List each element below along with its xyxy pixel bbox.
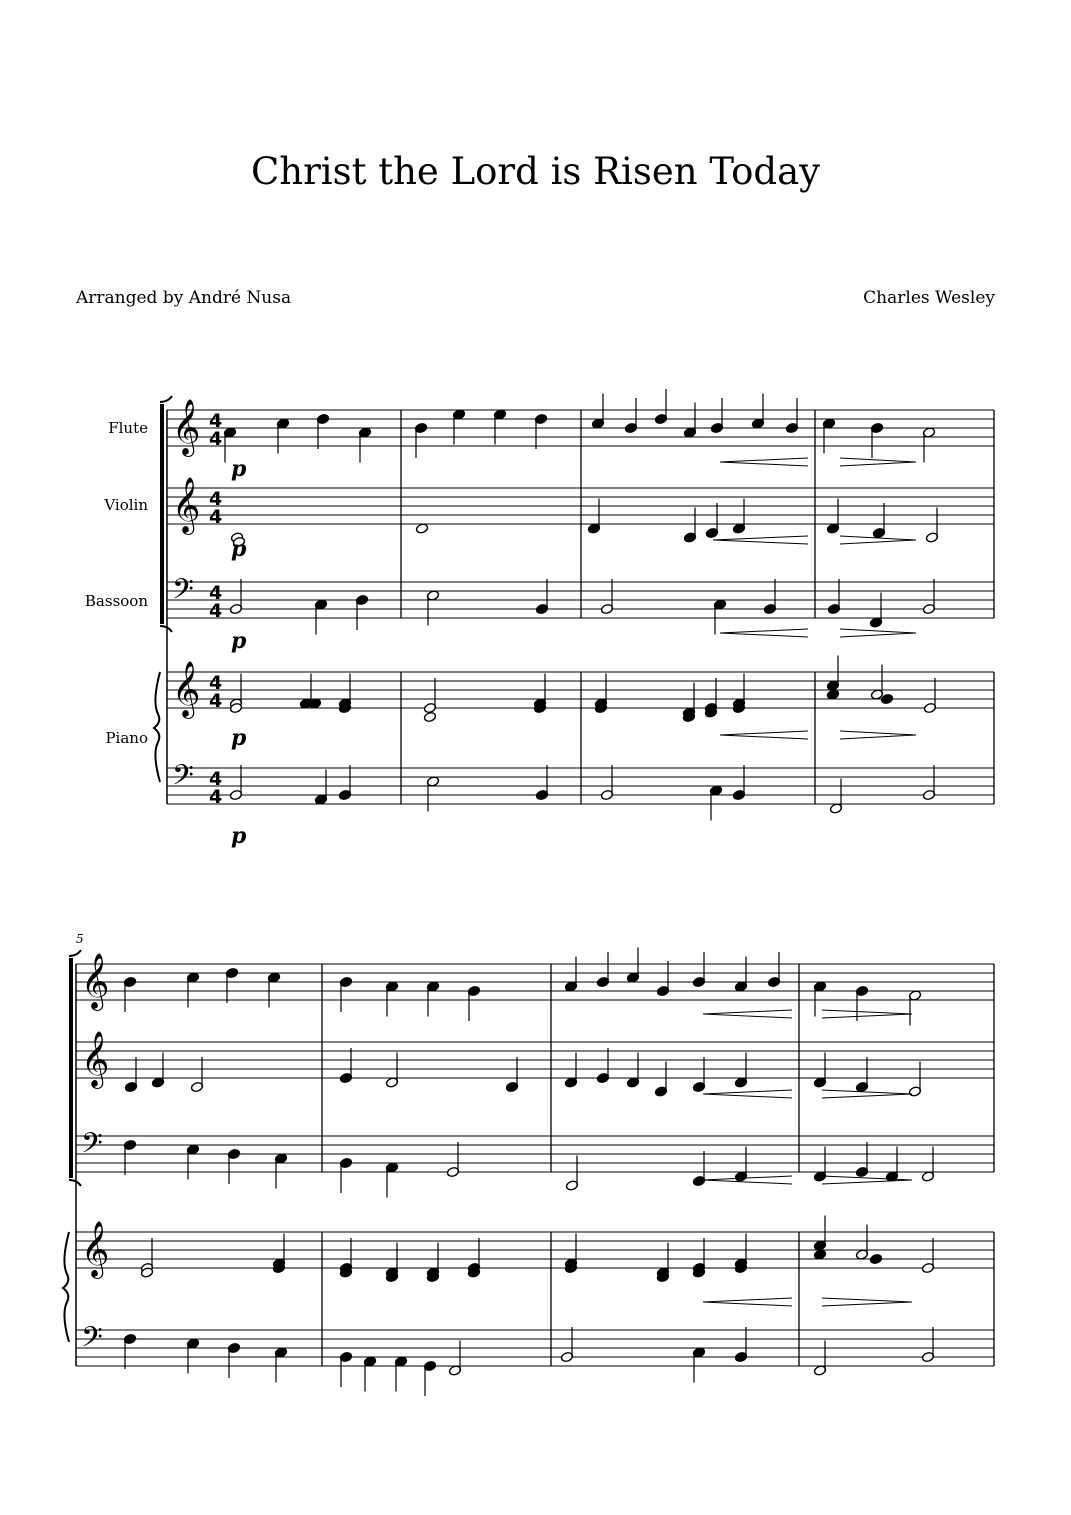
treble-clef: 𝄞 (172, 661, 201, 717)
note-head (415, 523, 428, 534)
crescendo-hairpin (703, 1010, 792, 1018)
time-signature-top: 4 (209, 488, 223, 510)
time-signature-top: 4 (209, 672, 223, 694)
bracket-hook (160, 626, 172, 632)
instrument-label-piano: Piano (105, 729, 148, 747)
decrescendo-hairpin (840, 458, 916, 466)
bass-clef: 𝄢 (172, 759, 194, 799)
piano-brace (63, 1232, 69, 1342)
time-signature-bottom: 4 (209, 786, 223, 808)
bass-clef: 𝄢 (81, 1127, 103, 1167)
staff-lines (76, 410, 994, 1366)
decrescendo-hairpin (822, 1010, 912, 1018)
note-head (423, 711, 436, 722)
decrescendo-hairpin (822, 1090, 912, 1098)
instrument-label-bassoon: Bassoon (84, 592, 148, 610)
hairpins (703, 458, 916, 1306)
time-signature-top: 4 (209, 410, 223, 432)
measure-number: 5 (76, 932, 84, 946)
time-signature-bottom: 4 (209, 690, 223, 712)
treble-clef: 𝄞 (172, 477, 201, 533)
treble-clef: 𝄞 (81, 953, 110, 1009)
decrescendo-hairpin (822, 1298, 912, 1306)
decrescendo-hairpin (822, 1176, 912, 1184)
treble-clef: 𝄞 (81, 1221, 110, 1277)
piano-brace (154, 672, 160, 782)
note-head (813, 1249, 826, 1260)
dynamic-mark: p (231, 823, 247, 849)
crescendo-hairpin (703, 1298, 792, 1306)
crescendo-hairpin (720, 731, 808, 739)
crescendo-hairpin (713, 536, 808, 544)
bass-clef: 𝄢 (172, 573, 194, 613)
score-title: Christ the Lord is Risen Today (250, 150, 821, 193)
crescendo-hairpin (720, 458, 808, 466)
dynamic-mark: p (231, 628, 247, 654)
treble-clef: 𝄞 (81, 1031, 110, 1087)
time-signature-top: 4 (209, 768, 223, 790)
time-signature-bottom: 4 (209, 428, 223, 450)
note-head (869, 1253, 882, 1264)
dynamic-mark: p (231, 725, 247, 751)
decrescendo-hairpin (840, 629, 916, 637)
time-signature-top: 4 (209, 582, 223, 604)
decrescendo-hairpin (840, 731, 916, 739)
arranger-credit: Arranged by André Nusa (76, 288, 292, 308)
bracket-hook (160, 396, 172, 402)
time-signature-bottom: 4 (209, 600, 223, 622)
composer-credit: Charles Wesley (863, 288, 995, 308)
time-signature-bottom: 4 (209, 506, 223, 528)
crescendo-hairpin (703, 1176, 792, 1184)
barlines (63, 396, 994, 1366)
time-signatures (209, 410, 222, 808)
crescendo-hairpin (703, 1090, 792, 1098)
instrument-label-flute: Flute (108, 419, 148, 437)
bracket-hook (69, 950, 81, 956)
bass-clef: 𝄢 (81, 1321, 103, 1361)
note-head (826, 689, 839, 700)
dynamic-mark: p (231, 536, 247, 562)
treble-clef: 𝄞 (172, 399, 201, 455)
dynamic-mark: p (231, 456, 247, 482)
clefs (81, 399, 200, 1361)
bracket-hook (69, 1180, 81, 1186)
instrument-label-violin: Violin (104, 496, 148, 514)
crescendo-hairpin (720, 629, 808, 637)
